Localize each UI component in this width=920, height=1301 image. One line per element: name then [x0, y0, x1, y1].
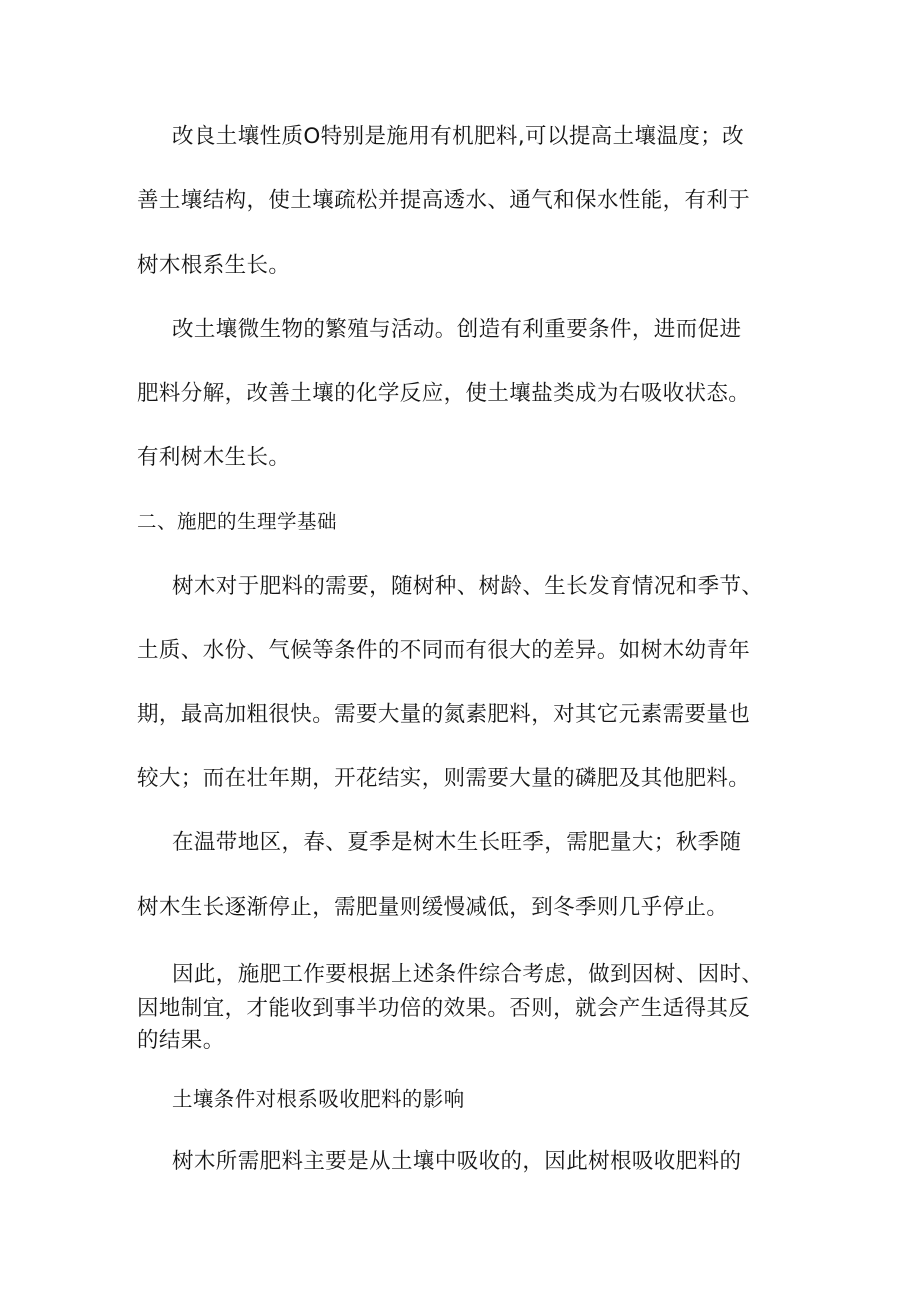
- paragraph-2-line-2: 肥料分解，改善土壤的化学反应，使土壤盐类成为右吸收状态。: [137, 381, 751, 406]
- paragraph-2-line-3: 有利树木生长。: [137, 445, 291, 470]
- paragraph-3-line-2: 土质、水份、气候等条件的不同而有很大的差异。如树木幼青年: [137, 638, 751, 663]
- paragraph-1-line-3: 树木根系生长。: [137, 253, 291, 278]
- paragraph-3-line-4: 较大；而在壮年期，开花结实，则需要大量的磷肥及其他肥料。: [137, 766, 751, 791]
- paragraph-5-line-2: 因地制宜，才能收到事半功倍的效果。否则，就会产生适得其反: [137, 996, 751, 1021]
- paragraph-1-line-2: 善土壤结构，使土壤疏松并提高透水、通气和保水性能，有利于: [137, 188, 751, 213]
- subheading: 土壤条件对根系吸收肥料的影响: [172, 1087, 465, 1111]
- paragraph-5-line-1: 因此，施肥工作要根据上述条件综合考虑，做到因树、因时、: [172, 962, 764, 987]
- paragraph-4-line-1: 在温带地区，春、夏季是树木生长旺季，需肥量大；秋季随: [172, 830, 742, 855]
- section-heading: 二、施肥的生理学基础: [137, 510, 338, 533]
- paragraph-6-line-1: 树木所需肥料主要是从土壤中吸收的，因此树根吸收肥料的: [172, 1149, 742, 1174]
- paragraph-4-line-2: 树木生长逐渐停止，需肥量则缓慢减低，到冬季则几乎停止。: [137, 895, 729, 920]
- paragraph-1-line-1: 改良土壤性质O特别是施用有机肥料,可以提高土壤温度；改: [172, 124, 745, 149]
- paragraph-5-line-3: 的结果。: [137, 1028, 225, 1053]
- paragraph-3-line-1: 树木对于肥料的需要，随树种、树龄、生长发育情况和季节、: [172, 574, 764, 599]
- paragraph-2-line-1: 改土壤微生物的繁殖与活动。创造有利重要条件，进而促进: [172, 317, 742, 342]
- paragraph-3-line-3: 期，最高加粗很快。需要大量的氮素肥料，对其它元素需要量也: [137, 702, 751, 727]
